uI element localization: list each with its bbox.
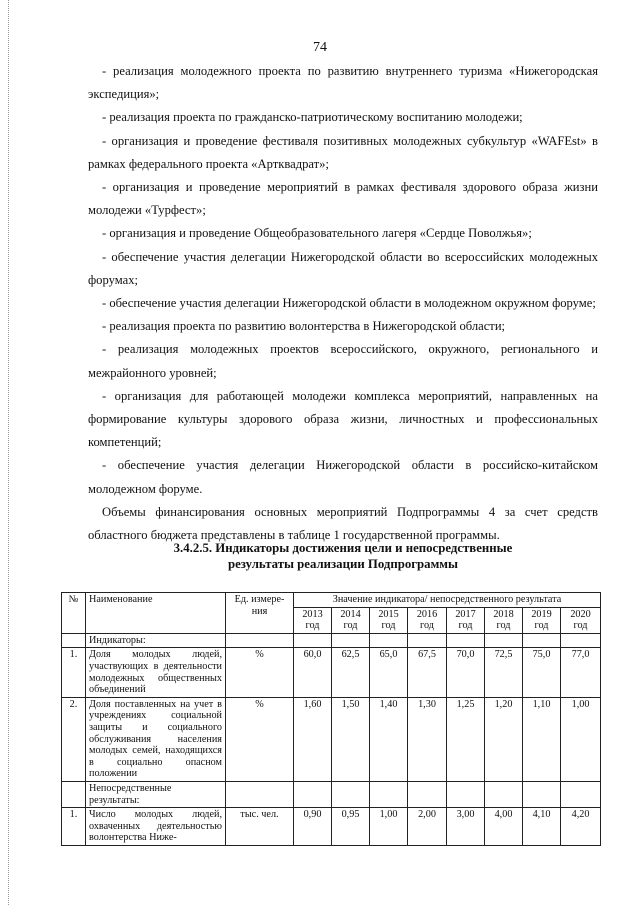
row-value: 2,00: [408, 808, 447, 846]
section-label-indicators: Индикаторы:: [86, 633, 226, 648]
table-row: [62, 808, 601, 846]
header-num: №: [62, 593, 86, 634]
row-value: 3,00: [447, 808, 485, 846]
header-unit: Ед. измере-ния: [226, 593, 294, 634]
indicators-table: [61, 592, 601, 846]
table-row: [62, 697, 601, 781]
paragraph: - реализация молодежного проекта по развитию внутреннего туризма «Нижегородская экспедиция»;: [88, 64, 598, 102]
row-value: 60,0: [294, 648, 332, 697]
row-value: 1,00: [561, 697, 601, 781]
paragraph: - организация и проведение фестиваля позитивных молодежных субкультур «WAFEst» в рамках федерального проекта «Артквадрат»;: [88, 133, 598, 171]
row-unit: %: [226, 648, 294, 697]
section-title: [88, 540, 598, 572]
row-value: 72,5: [485, 648, 523, 697]
row-value: 1,10: [523, 697, 561, 781]
table-section-row-indicators: [62, 633, 601, 648]
paragraph: - реализация проекта по развитию волонтерства в Нижегородской области;: [102, 319, 506, 334]
row-num: 2.: [62, 697, 86, 781]
row-name: Доля молодых людей, участвующих в деятельности молодежных общественных объединений: [86, 648, 226, 697]
header-name: Наименование: [86, 593, 226, 634]
row-value: 65,0: [370, 648, 408, 697]
row-unit: тыс. чел.: [226, 808, 294, 846]
row-value: 4,00: [485, 808, 523, 846]
row-value: 1,25: [447, 697, 485, 781]
section-title-line-1: 3.4.2.5. Индикаторы достижения цели и непосредственные: [173, 541, 513, 555]
row-value: 1,60: [294, 697, 332, 781]
header-year: 2013 год: [294, 607, 332, 633]
page-number: 74: [313, 40, 327, 55]
paragraph: Объемы финансирования основных мероприятий Подпрограммы 4 за счет средств областного бюджета представлены в таблице 1 государственной программы.: [88, 504, 598, 543]
section-title-line-2: результаты реализации Подпрограммы: [227, 557, 458, 571]
header-value-group: Значение индикатора/ непосредственного результата: [294, 593, 601, 608]
paragraph: - реализация молодежных проектов всероссийского, окружного, регионального и межрайонного уровней;: [88, 342, 598, 380]
row-name: Доля поставленных на учет в учреждениях социальной защиты и социального обслуживания населения молодых семей, находящихся в социально опасном положении: [86, 697, 226, 781]
table-row: [62, 648, 601, 697]
row-value: 0,95: [332, 808, 370, 846]
row-value: 70,0: [447, 648, 485, 697]
row-value: 1,20: [485, 697, 523, 781]
row-value: 4,10: [523, 808, 561, 846]
paragraph: - организация и проведение Общеобразовательного лагеря «Сердце Поволжья»;: [102, 226, 532, 241]
header-year: 2019 год: [523, 607, 561, 633]
row-value: 0,90: [294, 808, 332, 846]
paragraph: - обеспечение участия делегации Нижегородской области во всероссийских молодежных форумах;: [88, 249, 598, 287]
paragraph: - обеспечение участия делегации Нижегородской области в молодежном окружном форуме;: [102, 296, 596, 311]
row-value: 67,5: [408, 648, 447, 697]
row-name: Число молодых людей, охваченных деятельностью волонтерства Ниже-: [86, 808, 226, 846]
row-value: 75,0: [523, 648, 561, 697]
row-num: 1.: [62, 648, 86, 697]
row-value: 1,00: [370, 808, 408, 846]
header-year: 2016 год: [408, 607, 447, 633]
row-num: 1.: [62, 808, 86, 846]
paragraph: - реализация проекта по гражданско-патриотическому воспитанию молодежи;: [102, 110, 523, 125]
header-year: 2018 год: [485, 607, 523, 633]
row-unit: %: [226, 697, 294, 781]
header-year: 2017 год: [447, 607, 485, 633]
binding-margin-line: [8, 0, 9, 905]
row-value: 62,5: [332, 648, 370, 697]
header-year: 2014 год: [332, 607, 370, 633]
header-year: 2020 год: [561, 607, 601, 633]
table-section-row-results: [62, 781, 601, 807]
paragraph: - организация для работающей молодежи комплекса мероприятий, направленных на формирование культуры здорового образа жизни, личностных и профессиональных компетенций;: [88, 388, 598, 450]
row-value: 1,50: [332, 697, 370, 781]
row-value: 1,30: [408, 697, 447, 781]
row-value: 1,40: [370, 697, 408, 781]
header-year: 2015 год: [370, 607, 408, 633]
row-value: 4,20: [561, 808, 601, 846]
section-label-results: Непосредственные результаты:: [86, 781, 226, 807]
paragraph: - обеспечение участия делегации Нижегородской области в российско-китайском молодежном форуме.: [88, 458, 598, 496]
body-text: [88, 60, 598, 547]
table-header-row: [62, 593, 601, 608]
row-value: 77,0: [561, 648, 601, 697]
paragraph: - организация и проведение мероприятий в рамках фестиваля здорового образа жизни молодежи «Турфест»;: [88, 180, 598, 218]
